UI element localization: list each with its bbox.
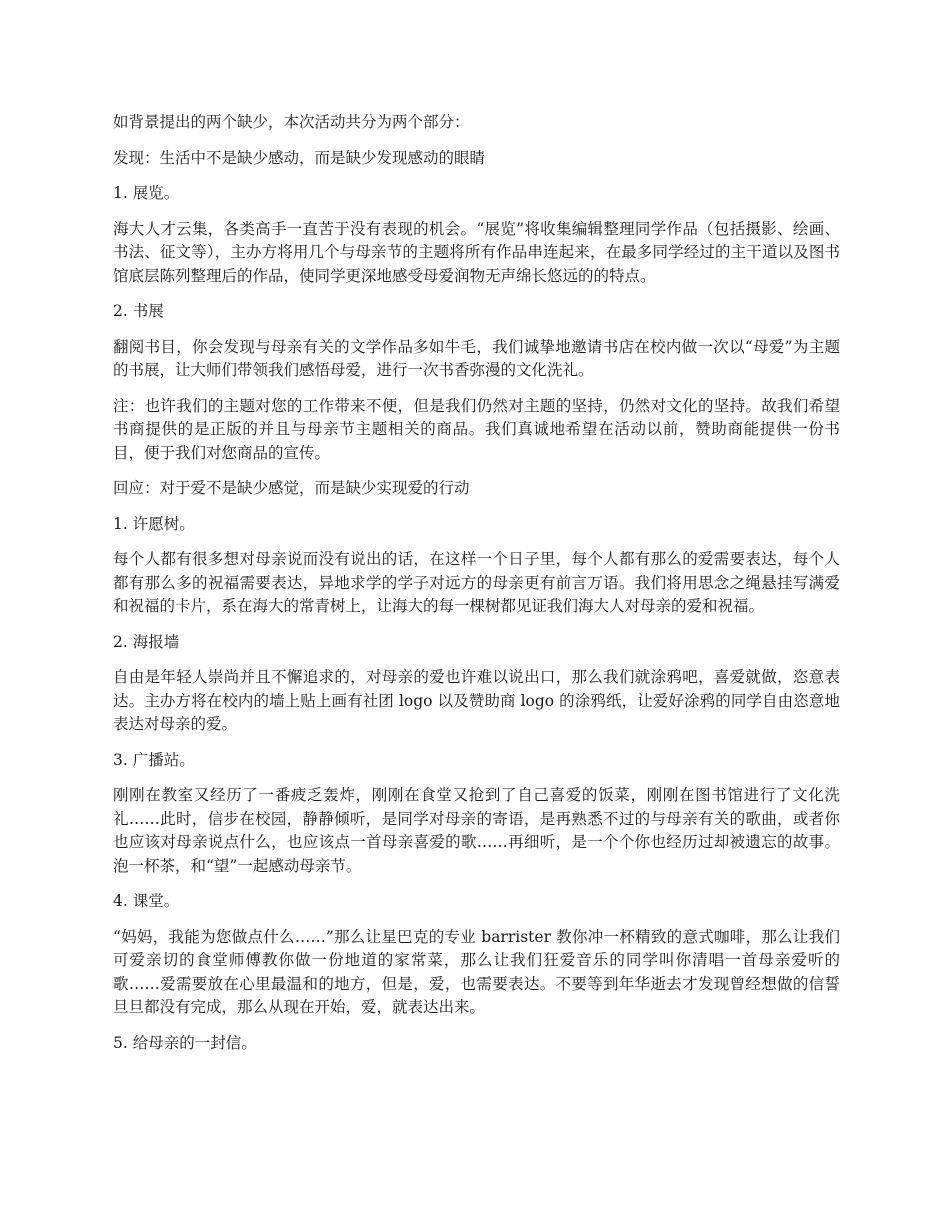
item-heading-letter: 5. 给母亲的一封信。 — [113, 1033, 257, 1052]
item-heading-exhibition: 1. 展览。 — [113, 184, 180, 202]
item-heading-book-fair: 2. 书展 — [113, 302, 164, 320]
item-heading-wish-tree: 1. 许愿树。 — [113, 514, 195, 533]
exhibition-paragraph: 海大人才云集，各类高手一直苦于没有表现的机会。“展览”将收集编辑整理同学作品（包括摄影、绘画、书法、征文等），主办方将用几个与母亲节的主题将所有作品串连起来，在最多同学经过的主干道以及图书馆底层陈列整理后的作品，使同学更深地感受母爱润物无声绵长悠远的的特点。 — [113, 219, 840, 285]
section-heading-respond: 回应：对于爱不是缺少感觉，而是缺少实现爱的行动 — [113, 479, 470, 497]
book-fair-paragraph: 翻阅书目，你会发现与母亲有关的文学作品多如牛毛，我们诚挚地邀请书店在校内做一次以“母爱”为主题的书展，让大师们带领我们感悟母爱，进行一次书香弥漫的文化洗礼。 — [113, 337, 840, 379]
document-body — [113, 111, 840, 1067]
poster-wall-paragraph: 自由是年轻人崇尚并且不懈追求的，对母亲的爱也许难以说出口，那么我们就涂鸦吧，喜爱就做，恣意表达。主办方将在校内的墙上贴上画有社团 logo 以及赞助商 logo 的涂鸦纸，让爱好涂鸦的同学自由恣意地表达对母亲的爱。 — [113, 668, 840, 733]
intro-paragraph: 如背景提出的两个缺少，本次活动共分为两个部分： — [113, 113, 470, 131]
note-paragraph: 注：也许我们的主题对您的工作带来不便，但是我们仍然对主题的坚持，仍然对文化的坚持。故我们希望书商提供的是正版的并且与母亲节主题相关的商品。我们真诚地希望在活动以前，赞助商能提供一份书目，便于我们对您商品的宣传。 — [113, 396, 840, 462]
radio-station-paragraph: 刚刚在教室又经历了一番疲乏轰炸，刚刚在食堂又抢到了自己喜爱的饭菜，刚刚在图书馆进行了文化洗礼……此时，信步在校园，静静倾听，是同学对母亲的寄语，是再熟悉不过的与母亲有关的歌曲，或者你也应该对母亲说点什么，也应该点一首母亲喜爱的歌……再细听，是一个个你也经历过却被遗忘的故事。泡一杯茶，和“望”一起感动母亲节。 — [113, 786, 840, 875]
item-heading-classroom: 4. 课堂。 — [113, 892, 180, 910]
item-heading-radio-station: 3. 广播站。 — [113, 750, 195, 769]
classroom-paragraph: “妈妈，我能为您做点什么……”那么让星巴克的专业 barrister 教你冲一杯精致的意式咖啡，那么让我们可爱亲切的食堂师傅教你做一份地道的家常菜，那么让我们狂爱音乐的同学叫你清唱一首母亲爱听的歌……爱需要放在心里最温和的地方，但是，爱，也需要表达。不要等到年华逝去才发现曾经想做的信誓旦旦都没有完成，那么从现在开始，爱，就表达出来。 — [113, 927, 840, 1016]
wish-tree-paragraph: 每个人都有很多想对母亲说而没有说出的话，在这样一个日子里，每个人都有那么的爱需要表达，每个人都有那么多的祝福需要表达，异地求学的学子对远方的母亲更有前言万语。我们将用思念之绳悬挂写满爱和祝福的卡片，系在海大的常青树上，让海大的每一棵树都见证我们海大人对母亲的爱和祝福。 — [113, 550, 840, 615]
item-heading-poster-wall: 2. 海报墙 — [113, 632, 180, 651]
section-heading-discover: 发现：生活中不是缺少感动，而是缺少发现感动的眼睛 — [113, 148, 486, 167]
